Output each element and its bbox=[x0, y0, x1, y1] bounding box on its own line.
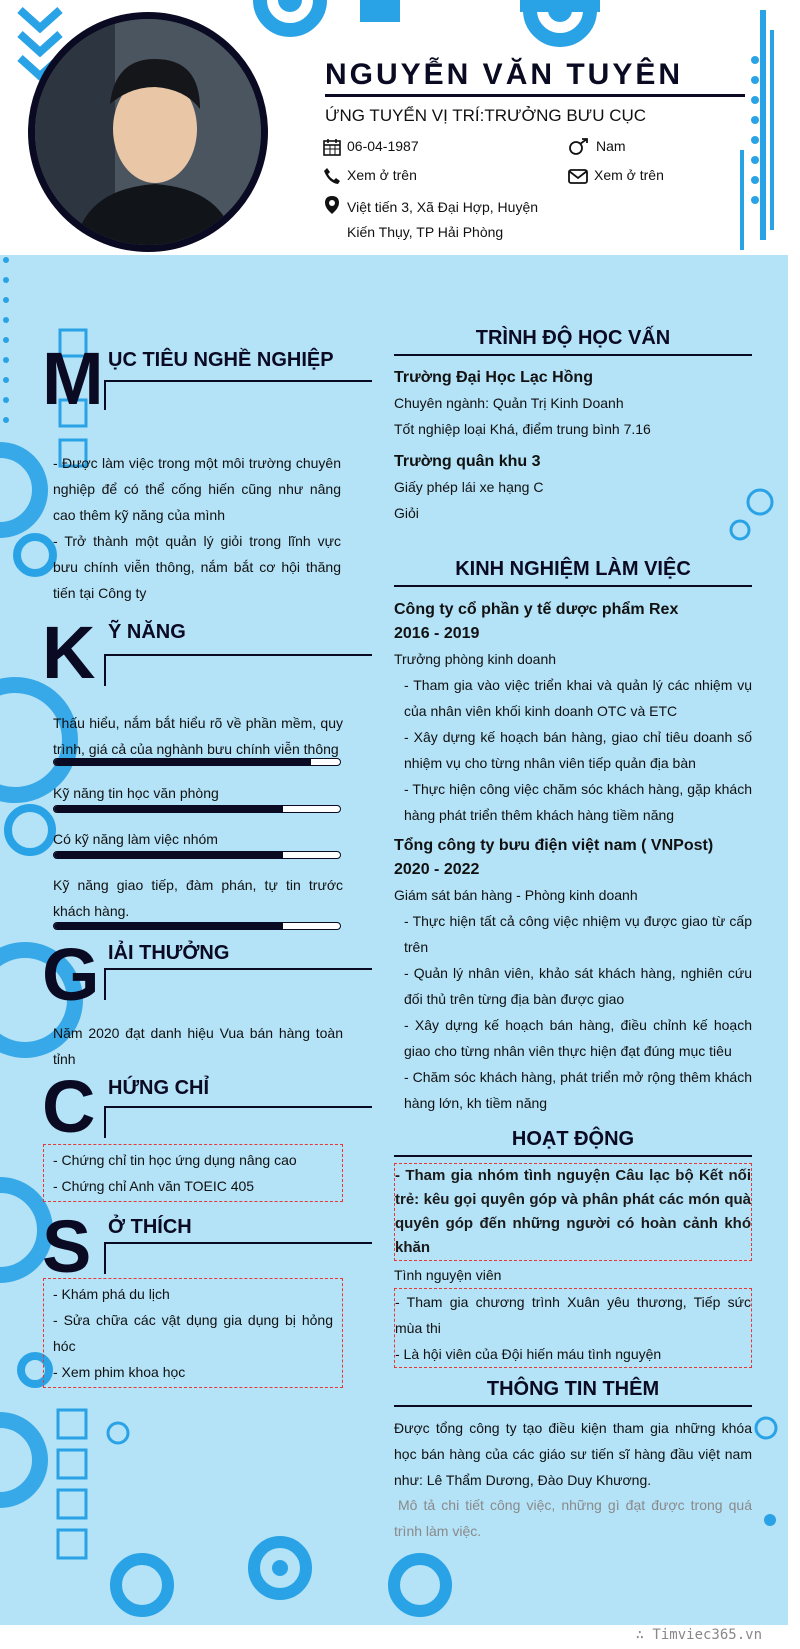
gender-value: Nam bbox=[596, 138, 626, 154]
awards-rule-vertical bbox=[104, 968, 106, 1000]
certificate-item: - Chứng chỉ Anh văn TOEIC 405 bbox=[53, 1178, 255, 1194]
experience-title: KINH NGHIỆM LÀM VIỆC bbox=[455, 558, 691, 580]
skill-label: Kỹ năng giao tiếp, đàm phán, tự tin trước khách hàng. bbox=[53, 877, 343, 919]
hobbies-rule bbox=[104, 1242, 372, 1244]
school-detail-line: Giấy phép lái xe hạng C bbox=[394, 479, 544, 495]
skill-bar-fill bbox=[54, 759, 311, 765]
certificates-box bbox=[43, 1144, 343, 1202]
birthdate-row bbox=[323, 138, 419, 156]
job-task: - Xây dựng kế hoạch bán hàng, điều chỉnh kế hoạch giao cho từng nhân viên thực hiện đạt đúng mục tiêu bbox=[404, 1017, 752, 1059]
gender-icon bbox=[568, 138, 590, 156]
activity-item: - Là hội viên của Đội hiến máu tình nguyện bbox=[395, 1346, 662, 1362]
hobbies-title: Ở THÍCH bbox=[108, 1216, 192, 1238]
skills-rule-vertical bbox=[104, 654, 106, 686]
avatar bbox=[28, 12, 268, 252]
applied-position: ỨNG TUYỂN VỊ TRÍ:TRƯỞNG BƯU CỤC bbox=[325, 106, 647, 125]
objective-line: - Trở thành một quản lý giỏi trong lĩnh vực bưu chính viễn thông, nắm bắt cơ hội thăng tiến tại Công ty bbox=[53, 533, 341, 601]
hobby-item: - Khám phá du lịch bbox=[53, 1286, 170, 1302]
extra-info-title: THÔNG TIN THÊM bbox=[486, 1378, 660, 1400]
hobbies-rule-vertical bbox=[104, 1242, 106, 1274]
address-line-1: Việt tiến 3, Xã Đại Hợp, Huyện bbox=[347, 199, 539, 215]
watermark: ∴ Timviec365.vn bbox=[635, 1627, 762, 1643]
phone-icon bbox=[323, 167, 341, 185]
objective-rule bbox=[104, 380, 372, 382]
job-entry bbox=[394, 598, 752, 646]
job-period: 2016 - 2019 bbox=[394, 625, 480, 642]
company-name: Công ty cổ phần y tế dược phẩm Rex bbox=[394, 601, 679, 618]
address-line-2: Kiến Thụy, TP Hải Phòng bbox=[347, 224, 504, 240]
certificates-rule bbox=[104, 1106, 372, 1108]
awards-title: IẢI THƯỞNG bbox=[108, 942, 230, 964]
job-task: - Thực hiện công việc chăm sóc khách hàng, gặp khách hàng phát triển thêm khách hàng tiềm năng bbox=[404, 781, 752, 823]
experience-rule bbox=[394, 585, 752, 587]
job-task: - Quản lý nhân viên, khảo sát khách hàng, nghiên cứu đối thủ trên từng địa bàn được giao bbox=[404, 965, 752, 1007]
certificates-title: HỨNG CHỈ bbox=[108, 1077, 210, 1099]
phone-value: Xem ở trên bbox=[347, 167, 417, 183]
skill-bar-fill bbox=[54, 852, 283, 858]
awards-text: Năm 2020 đạt danh hiệu Vua bán hàng toàn tỉnh bbox=[53, 1025, 343, 1067]
birthdate-value: 06-04-1987 bbox=[347, 138, 419, 154]
education-rule bbox=[394, 354, 752, 356]
skills-title: Ỹ NĂNG bbox=[108, 621, 186, 643]
activities-title: HOẠT ĐỘNG bbox=[511, 1128, 635, 1150]
school-detail-line: Tốt nghiệp loại Khá, điểm trung bình 7.16 bbox=[394, 421, 651, 437]
hobbies-box bbox=[43, 1278, 343, 1388]
activity-role: Tình nguyện viên bbox=[394, 1267, 502, 1283]
gender-row bbox=[568, 138, 626, 156]
activity-box bbox=[394, 1288, 752, 1368]
job-tasks bbox=[404, 672, 752, 828]
extra-info-rule bbox=[394, 1405, 752, 1407]
awards-rule bbox=[104, 968, 372, 970]
job-task: - Thực hiện tất cả công việc nhiệm vụ được giao từ cấp trên bbox=[404, 913, 752, 955]
certificate-item: - Chứng chỉ tin học ứng dụng nâng cao bbox=[53, 1152, 297, 1168]
school-details bbox=[394, 474, 752, 526]
skill-bar-fill bbox=[54, 923, 283, 929]
skill-bar bbox=[53, 805, 341, 813]
objective-rule-vertical bbox=[104, 380, 106, 410]
extra-info-text: Được tổng công ty tạo điều kiện tham gia những khóa học bán hàng của các giáo sư tiến sĩ hàng đầu việt nam như: Lê Thẩm Dương, Đào Duy Khương. bbox=[394, 1420, 752, 1488]
candidate-name: NGUYỄN VĂN TUYÊN bbox=[325, 58, 684, 91]
certificates-letter: C bbox=[42, 1065, 96, 1148]
hobby-item: - Xem phim khoa học bbox=[53, 1364, 186, 1380]
company-name: Tổng công ty bưu điện việt nam ( VNPost) bbox=[394, 837, 714, 854]
objective-line: - Được làm việc trong một môi trường chuyên nghiệp để có thể cống hiến cũng như nâng cao thêm kỹ năng của mình bbox=[53, 455, 341, 523]
skill-label: Có kỹ năng làm việc nhóm bbox=[53, 831, 218, 847]
email-icon bbox=[568, 167, 588, 185]
email-row bbox=[568, 167, 664, 185]
job-tasks bbox=[404, 908, 752, 1116]
job-task: - Chăm sóc khách hàng, phát triển mở rộng thêm khách hàng lớn, kh tiềm năng bbox=[404, 1069, 752, 1111]
objective-letter: M bbox=[42, 337, 104, 420]
objective-title: ỤC TIÊU NGHỀ NGHIỆP bbox=[108, 349, 334, 371]
hobbies-letter: S bbox=[42, 1205, 92, 1288]
email-value: Xem ở trên bbox=[594, 167, 664, 183]
activity-item: - Tham gia chương trình Xuân yêu thương, Tiếp sức mùa thi bbox=[395, 1294, 751, 1336]
school-name: Trường Đại Học Lạc Hồng bbox=[394, 369, 593, 386]
job-task: - Xây dựng kế hoạch bán hàng, giao chỉ tiêu doanh số nhiệm vụ cho từng nhân viên tiếp quản địa bàn bbox=[404, 729, 752, 771]
school-name: Trường quân khu 3 bbox=[394, 453, 541, 470]
job-entry bbox=[394, 834, 752, 882]
skill-bar-fill bbox=[54, 806, 283, 812]
profile-photo bbox=[35, 19, 261, 245]
awards-letter: G bbox=[42, 933, 100, 1016]
school-details bbox=[394, 390, 752, 442]
name-underline bbox=[325, 94, 745, 97]
skill-label: Thấu hiểu, nắm bắt hiểu rõ về phần mềm, quy trình, giá cả của nghành bưu chính viễn thông bbox=[53, 715, 343, 757]
job-role: Giám sát bán hàng - Phòng kinh doanh bbox=[394, 887, 638, 903]
activities-rule bbox=[394, 1155, 752, 1157]
job-task: - Tham gia vào việc triển khai và quản lý các nhiệm vụ của nhân viên khối kinh doanh OTC và ETC bbox=[404, 677, 752, 719]
job-period: 2020 - 2022 bbox=[394, 861, 480, 878]
skill-bar bbox=[53, 851, 341, 859]
skill-bar bbox=[53, 758, 341, 766]
location-pin-icon bbox=[323, 195, 341, 215]
phone-row bbox=[323, 167, 417, 185]
hobby-item: - Sửa chữa các vật dụng gia dụng bị hỏng hóc bbox=[53, 1312, 333, 1354]
skill-bar bbox=[53, 922, 341, 930]
skills-letter: K bbox=[42, 611, 96, 694]
certificates-rule-vertical bbox=[104, 1106, 106, 1138]
skill-label: Kỹ năng tin học văn phòng bbox=[53, 785, 219, 801]
school-detail-line: Giỏi bbox=[394, 505, 419, 521]
calendar-icon bbox=[323, 138, 341, 156]
objective-text bbox=[53, 450, 341, 606]
education-title: TRÌNH ĐỘ HỌC VẤN bbox=[475, 327, 671, 349]
school-detail-line: Chuyên ngành: Quản Trị Kinh Doanh bbox=[394, 395, 624, 411]
address-row bbox=[323, 195, 538, 245]
job-role: Trưởng phòng kinh doanh bbox=[394, 651, 557, 667]
skills-rule bbox=[104, 654, 372, 656]
activity-headline: - Tham gia nhóm tình nguyện Câu lạc bộ Kết nối trẻ: kêu gọi quyên góp và phân phát các món quà quyên góp đến những người có hoàn cảnh khó khăn bbox=[394, 1163, 752, 1261]
extra-info-placeholder: Mô tả chi tiết công việc, những gì đạt được trong quá trình làm việc. bbox=[394, 1497, 752, 1539]
